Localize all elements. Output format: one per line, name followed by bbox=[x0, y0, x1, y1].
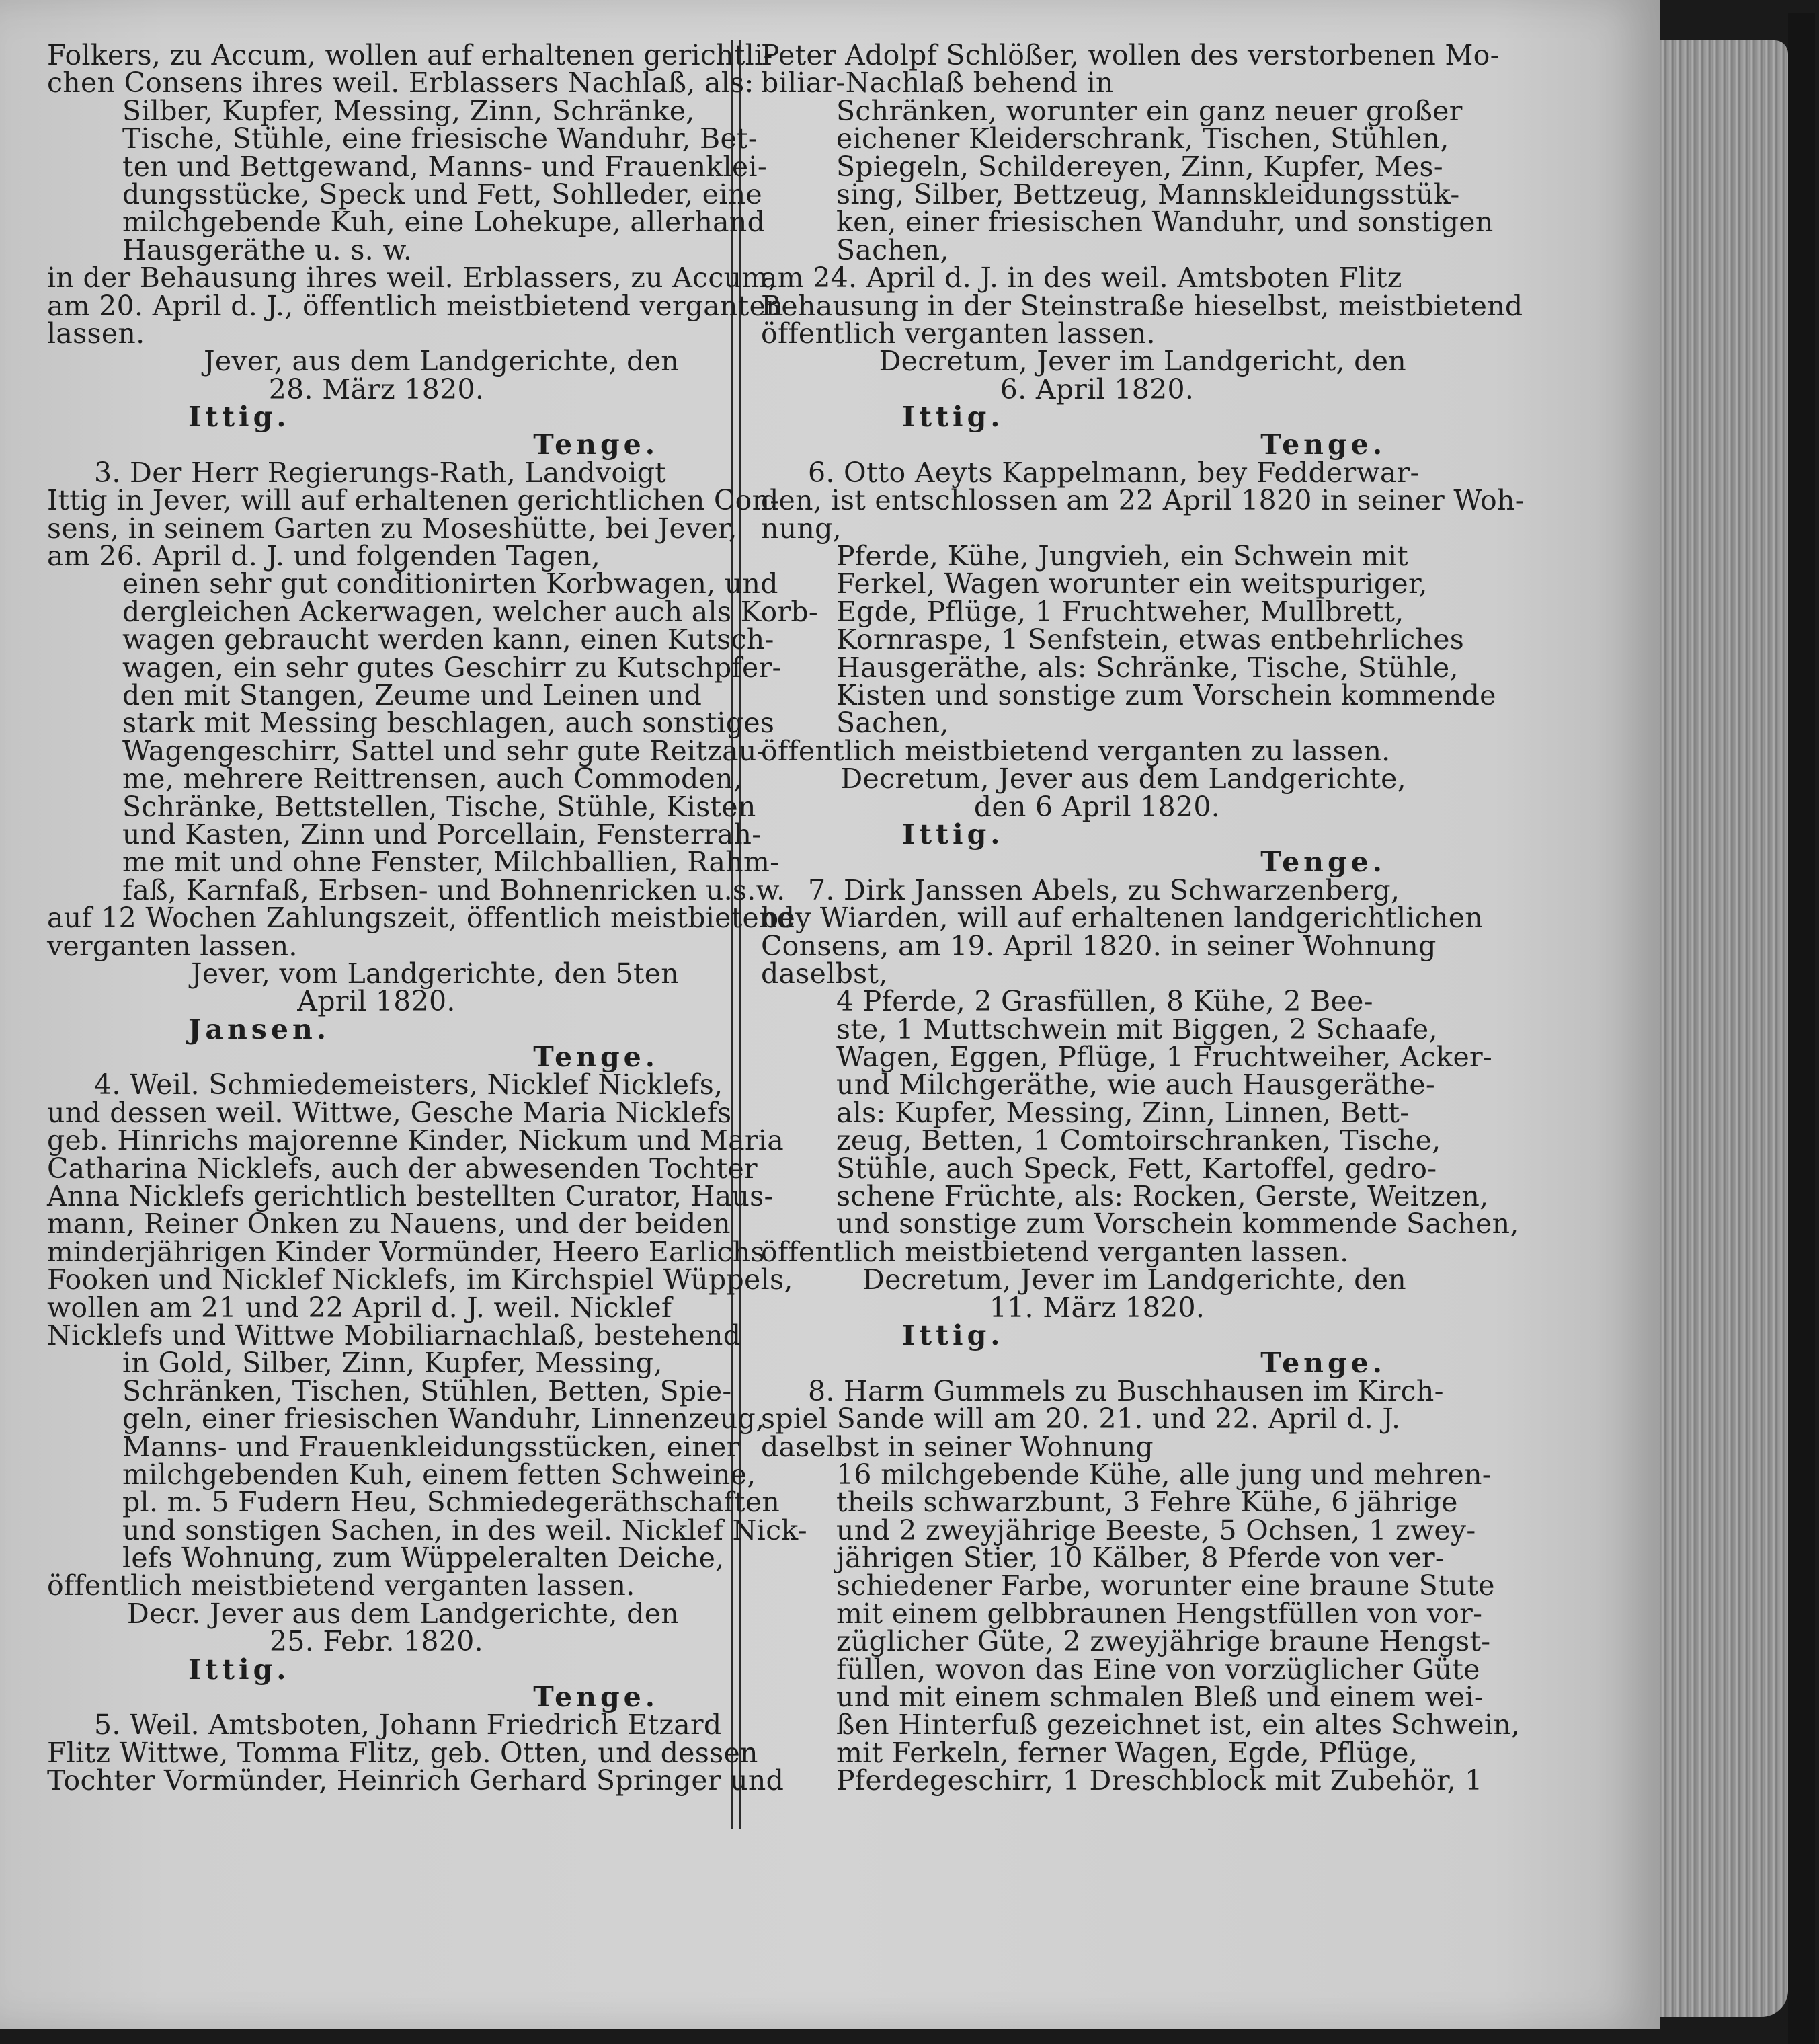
text-line: Behausung in der Steinstraße hieselbst, meistbietend bbox=[761, 289, 1523, 322]
text-line: Stühle, auch Speck, Fett, Kartoffel, gedro- bbox=[836, 1152, 1437, 1185]
text-line: und dessen weil. Wittwe, Gesche Maria Nicklefs bbox=[47, 1096, 732, 1129]
text-line: ten und Bettgewand, Manns- und Frauenklei- bbox=[122, 150, 767, 183]
text-line: Schränken, Tischen, Stühlen, Betten, Spie- bbox=[122, 1374, 732, 1407]
text-line: mit einem gelbbraunen Hengstfüllen von vor- bbox=[836, 1597, 1483, 1630]
text-line: und mit einem schmalen Bleß und einem wei- bbox=[836, 1681, 1484, 1714]
text-line: April 1820. bbox=[297, 985, 456, 1018]
text-line: Decretum, Jever im Landgerichte, den bbox=[862, 1263, 1406, 1296]
text-line: mit Ferkeln, ferner Wagen, Egde, Pflüge, bbox=[836, 1736, 1418, 1769]
text-line: Flitz Wittwe, Tomma Flitz, geb. Otten, und dessen bbox=[47, 1736, 758, 1769]
text-line: Decretum, Jever im Landgericht, den bbox=[879, 345, 1406, 378]
text-line: schiedener Farbe, worunter eine braune Stute bbox=[836, 1569, 1495, 1602]
text-line: 3. Der Herr Regierungs-Rath, Landvoigt bbox=[94, 456, 667, 489]
text-line: Nicklefs und Wittwe Mobiliarnachlaß, bestehend bbox=[47, 1319, 741, 1351]
text-line: als: Kupfer, Messing, Zinn, Linnen, Bett- bbox=[836, 1096, 1410, 1129]
text-line: 6. April 1820. bbox=[1000, 372, 1195, 405]
text-line: sens, in seinem Garten zu Moseshütte, bei Jever, bbox=[47, 512, 737, 545]
text-line: und Milchgeräthe, wie auch Hausgeräthe- bbox=[836, 1068, 1436, 1101]
text-line: ßen Hinterfuß gezeichnet ist, ein altes Schwein, bbox=[836, 1708, 1521, 1741]
text-line: Consens, am 19. April 1820. in seiner Wohnung bbox=[761, 929, 1437, 962]
text-line: Catharina Nicklefs, auch der abwesenden Tochter bbox=[47, 1152, 758, 1185]
text-line: den 6 April 1820. bbox=[973, 790, 1221, 823]
text-line: wollen am 21 und 22 April d. J. weil. Nicklef bbox=[47, 1291, 672, 1324]
text-line: nung, bbox=[761, 512, 842, 545]
text-line: Decretum, Jever aus dem Landgerichte, bbox=[840, 762, 1406, 795]
text-line: öffentlich verganten lassen. bbox=[761, 317, 1156, 350]
text-line: Pferde, Kühe, Jungvieh, ein Schwein mit bbox=[836, 540, 1408, 573]
text-line: den mit Stangen, Zeume und Leinen und bbox=[122, 678, 702, 711]
text-line: 28. März 1820. bbox=[268, 372, 485, 405]
text-line: Ittig. bbox=[902, 1319, 1004, 1351]
text-line: Tenge. bbox=[1260, 428, 1386, 461]
text-line: dungsstücke, Speck und Fett, Sohlleder, eine bbox=[122, 178, 762, 210]
text-line: 6. Otto Aeyts Kappelmann, bey Fedderwar- bbox=[808, 456, 1420, 489]
text-line: Ittig. bbox=[188, 1653, 290, 1686]
text-line: Egde, Pflüge, 1 Fruchtweher, Mullbrett, bbox=[836, 595, 1404, 628]
text-line: Hausgeräthe u. s. w. bbox=[122, 233, 413, 266]
text-line: daselbst, bbox=[761, 957, 888, 990]
text-line: öffentlich meistbietend verganten lassen. bbox=[761, 1235, 1349, 1268]
text-line: verganten lassen. bbox=[47, 929, 298, 962]
text-line: in der Behausung ihres weil. Erblassers, zu Accum, bbox=[47, 262, 777, 294]
text-line: 4. Weil. Schmiedemeisters, Nicklef Nicklefs, bbox=[94, 1068, 723, 1101]
text-line: milchgebende Kuh, eine Lohekupe, allerhand bbox=[122, 206, 766, 239]
page-edges bbox=[1660, 40, 1788, 2017]
text-line: biliar-Nachlaß behend in bbox=[761, 67, 1114, 100]
text-line: Jansen. bbox=[188, 1013, 331, 1046]
text-line: Peter Adolpf Schlößer, wollen des verstorbenen Mo- bbox=[761, 39, 1500, 71]
text-line: Wagen, Eggen, Pflüge, 1 Fruchtweiher, Acker- bbox=[836, 1041, 1493, 1074]
text-line: ste, 1 Muttschwein mit Biggen, 2 Schaafe, bbox=[836, 1013, 1438, 1046]
text-line: Tenge. bbox=[1260, 846, 1386, 879]
text-line: Hausgeräthe, als: Schränke, Tische, Stühle, bbox=[836, 651, 1459, 684]
text-line: ken, einer friesischen Wanduhr, und sonstigen bbox=[836, 206, 1494, 239]
text-line: Tische, Stühle, eine friesische Wanduhr, Bet- bbox=[122, 122, 758, 155]
text-line: einen sehr gut conditionirten Korbwagen, und bbox=[122, 567, 778, 600]
text-line: Tenge. bbox=[533, 428, 659, 461]
text-line: minderjährigen Kinder Vormünder, Heero Earlichs bbox=[47, 1235, 765, 1268]
text-line: auf 12 Wochen Zahlungszeit, öffentlich meistbietend bbox=[47, 902, 795, 935]
text-line: mann, Reiner Onken zu Nauens, und der beiden bbox=[47, 1208, 731, 1241]
text-line: zeug, Betten, 1 Comtoirschranken, Tische, bbox=[836, 1124, 1441, 1157]
text-line: Ittig. bbox=[902, 401, 1004, 434]
text-line: Wagengeschirr, Sattel und sehr gute Reitzau- bbox=[122, 734, 766, 767]
text-line: Silber, Kupfer, Messing, Zinn, Schränke, bbox=[122, 94, 695, 127]
text-line: Sachen, bbox=[836, 707, 949, 740]
text-line: bey Wiarden, will auf erhaltenen landgerichtlichen bbox=[761, 902, 1483, 935]
text-line: dergleichen Ackerwagen, welcher auch als Korb- bbox=[122, 595, 819, 628]
text-line: Anna Nicklefs gerichtlich bestellten Curator, Haus- bbox=[47, 1180, 774, 1213]
text-line: Schränken, worunter ein ganz neuer großer bbox=[836, 94, 1463, 127]
text-line: 4 Pferde, 2 Grasfüllen, 8 Kühe, 2 Bee- bbox=[836, 985, 1373, 1018]
text-line: 25. Febr. 1820. bbox=[270, 1625, 483, 1658]
text-line: wagen, ein sehr gutes Geschirr zu Kutschpfer- bbox=[122, 651, 782, 684]
text-line: me mit und ohne Fenster, Milchballien, Rahm- bbox=[122, 846, 780, 879]
text-line: lefs Wohnung, zum Wüppeleralten Deiche, bbox=[122, 1542, 725, 1575]
text-line: Tenge. bbox=[533, 1041, 659, 1074]
text-line: 8. Harm Gummels zu Buschhausen im Kirch- bbox=[808, 1374, 1444, 1407]
text-line: geb. Hinrichs majorenne Kinder, Nickum und Maria bbox=[47, 1124, 784, 1157]
text-line: den, ist entschlossen am 22 April 1820 in seiner Woh- bbox=[761, 484, 1525, 517]
text-line: faß, Karnfaß, Erbsen- und Bohnenricken u.s.w. bbox=[122, 873, 786, 906]
text-line: Folkers, zu Accum, wollen auf erhaltenen gerichtli- bbox=[47, 39, 773, 71]
text-line: Kornraspe, 1 Senfstein, etwas entbehrliches bbox=[836, 623, 1465, 656]
text-line: Pferdegeschirr, 1 Dreschblock mit Zubehör, 1 bbox=[836, 1764, 1483, 1797]
text-line: 7. Dirk Janssen Abels, zu Schwarzenberg, bbox=[808, 873, 1400, 906]
text-line: theils schwarzbunt, 3 Fehre Kühe, 6 jährige bbox=[836, 1486, 1458, 1519]
left-column bbox=[47, 39, 819, 1797]
text-line: milchgebenden Kuh, einem fetten Schweine, bbox=[122, 1458, 756, 1491]
text-line: öffentlich meistbietend verganten zu lassen. bbox=[761, 734, 1391, 767]
text-line: Ferkel, Wagen worunter ein weitspuriger, bbox=[836, 567, 1428, 600]
text-line: wagen gebraucht werden kann, einen Kutsch- bbox=[122, 623, 774, 656]
text-line: am 26. April d. J. und folgenden Tagen, bbox=[47, 540, 601, 573]
text-line: Ittig. bbox=[188, 401, 290, 434]
text-line: schene Früchte, als: Rocken, Gerste, Weitzen, bbox=[836, 1180, 1489, 1213]
text-line: Decr. Jever aus dem Landgerichte, den bbox=[126, 1597, 679, 1630]
text-line: Tenge. bbox=[1260, 1347, 1386, 1380]
text-line: Kisten und sonstige zum Vorschein kommende bbox=[836, 678, 1496, 711]
text-line: Jever, vom Landgerichte, den 5ten bbox=[191, 957, 679, 990]
text-line: Ittig. bbox=[902, 818, 1004, 851]
text-line: und sonstige zum Vorschein kommende Sachen, bbox=[836, 1208, 1519, 1241]
text-line: jährigen Stier, 10 Kälber, 8 Pferde von ver- bbox=[836, 1542, 1445, 1575]
text-line: und Kasten, Zinn und Porcellain, Fensterrah- bbox=[122, 818, 762, 851]
text-line: Manns- und Frauenkleidungsstücken, einer bbox=[122, 1430, 740, 1463]
text-line: am 20. April d. J., öffentlich meistbietend verganten bbox=[47, 289, 784, 322]
text-line: öffentlich meistbietend verganten lassen. bbox=[47, 1569, 635, 1602]
text-line: Schränke, Bettstellen, Tische, Stühle, Kisten bbox=[122, 790, 756, 823]
text-line: Ittig in Jever, will auf erhaltenen gerichtlichen Con- bbox=[47, 484, 780, 517]
text-line: in Gold, Silber, Zinn, Kupfer, Messing, bbox=[122, 1347, 663, 1380]
text-line: sing, Silber, Bettzeug, Mannskleidungsstük- bbox=[836, 178, 1460, 210]
text-line: füllen, wovon das Eine von vorzüglicher Güte bbox=[836, 1653, 1480, 1686]
text-line: züglicher Güte, 2 zweyjährige braune Hengst- bbox=[836, 1625, 1491, 1658]
text-line: Tochter Vormünder, Heinrich Gerhard Springer und bbox=[47, 1764, 784, 1797]
text-line: am 24. April d. J. in des weil. Amtsboten Flitz bbox=[761, 262, 1402, 294]
text-line: chen Consens ihres weil. Erblassers Nachlaß, als: bbox=[47, 67, 754, 100]
text-line: lassen. bbox=[47, 317, 145, 350]
text-line: und sonstigen Sachen, in des weil. Nicklef Nick- bbox=[122, 1514, 807, 1546]
text-line: Fooken und Nicklef Nicklefs, im Kirchspiel Wüppels, bbox=[47, 1263, 793, 1296]
text-line: geln, einer friesischen Wanduhr, Linnenzeug, bbox=[122, 1403, 765, 1436]
text-line: 16 milchgebende Kühe, alle jung und mehren- bbox=[836, 1458, 1492, 1491]
text-line: Spiegeln, Schildereyen, Zinn, Kupfer, Mes- bbox=[836, 150, 1443, 183]
text-line: 11. März 1820. bbox=[989, 1291, 1205, 1324]
text-line: spiel Sande will am 20. 21. und 22. April d. J. bbox=[761, 1403, 1401, 1436]
text-line: 5. Weil. Amtsboten, Johann Friedrich Etzard bbox=[94, 1708, 722, 1741]
text-line: Tenge. bbox=[533, 1681, 659, 1714]
text-line: Sachen, bbox=[836, 233, 949, 266]
text-line: und 2 zweyjährige Beeste, 5 Ochsen, 1 zwey- bbox=[836, 1514, 1476, 1546]
text-line: daselbst in seiner Wohnung bbox=[761, 1430, 1154, 1463]
right-column bbox=[761, 39, 1525, 1797]
text-line: Jever, aus dem Landgerichte, den bbox=[204, 345, 679, 378]
text-line: pl. m. 5 Fudern Heu, Schmiedegeräthschaften bbox=[122, 1486, 780, 1519]
text-line: eichener Kleiderschrank, Tischen, Stühlen, bbox=[836, 122, 1449, 155]
text-line: stark mit Messing beschlagen, auch sonstiges bbox=[122, 707, 775, 740]
text-line: me, mehrere Reittrensen, auch Commoden, bbox=[122, 762, 743, 795]
